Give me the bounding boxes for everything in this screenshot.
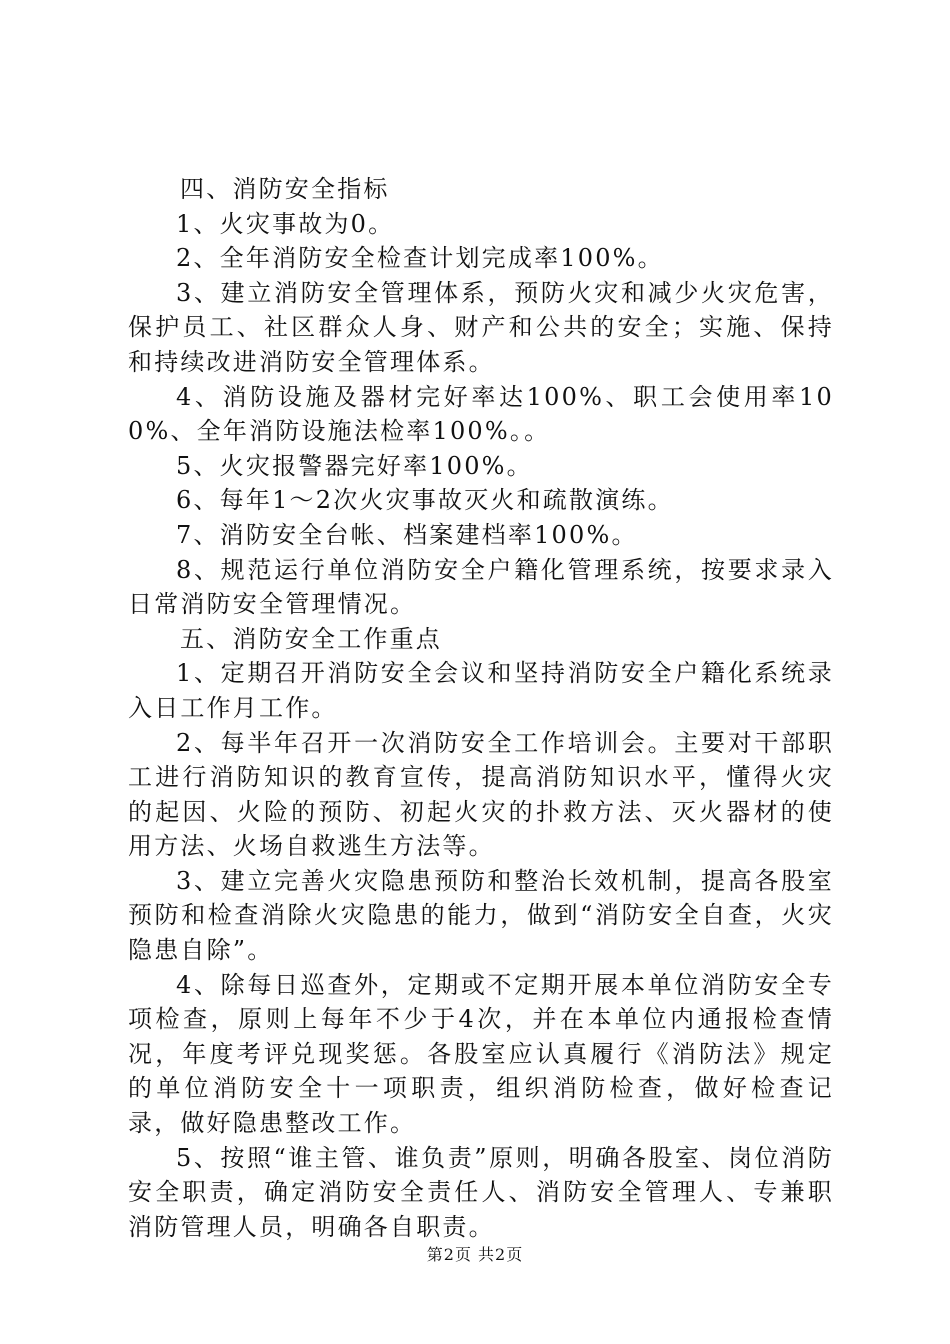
priority-item-2: 2、每半年召开一次消防安全工作培训会。主要对干部职工进行消防知识的教育宣传，提高消防知识水平，懂得火灾的起因、火险的预防、初起火灾的扑救方法、灭火器材的使用方法、火场自救逃生方法等。 [128, 728, 834, 861]
indicator-item-8: 8、规范运行单位消防安全户籍化管理系统，按要求录入日常消防安全管理情况。 [128, 555, 834, 619]
indicator-item-3: 3、建立消防安全管理体系，预防火灾和减少火灾危害，保护员工、社区群众人身、财产和公共的安全；实施、保持和持续改进消防安全管理体系。 [128, 278, 834, 376]
page-number-label: 第2页 共2页 [426, 1245, 524, 1264]
section-heading-fire-safety-indicators: 四、消防安全指标 [180, 175, 390, 203]
document-body [128, 172, 834, 1244]
priority-item-1: 1、定期召开消防安全会议和坚持消防安全户籍化系统录入日工作月工作。 [128, 659, 834, 722]
indicator-item-5: 5、火灾报警器完好率100%。 [176, 451, 533, 480]
indicator-item-1: 1、火灾事故为0。 [176, 209, 395, 238]
indicator-item-2: 2、全年消防安全检查计划完成率100%。 [176, 244, 664, 273]
priority-item-5: 5、按照“谁主管、谁负责”原则，明确各股室、岗位消防安全职责，确定消防安全责任人、消防安全管理人、专兼职消防管理人员，明确各自职责。 [128, 1143, 834, 1241]
indicator-item-4: 4、消防设施及器材完好率达100%、职工会使用率100%、全年消防设施法检率100%。。 [128, 382, 834, 446]
priority-item-4: 4、除每日巡查外，定期或不定期开展本单位消防安全专项检查，原则上每年不少于4次，并在本单位内通报检查情况，年度考评兑现奖惩。各股室应认真履行《消防法》规定的单位消防安全十一项职责，组织消防检查，做好检查记录，做好隐患整改工作。 [128, 970, 834, 1138]
indicator-item-6: 6、每年1～2次火灾事故灭火和疏散演练。 [176, 486, 674, 515]
page-footer [0, 1244, 950, 1266]
section-heading-work-priorities: 五、消防安全工作重点 [180, 624, 442, 653]
indicator-item-7: 7、消防安全台帐、档案建档率100%。 [176, 520, 638, 549]
priority-item-3: 3、建立完善火灾隐患预防和整治长效机制，提高各股室预防和检查消除火灾隐患的能力，做到“消防安全自查，火灾隐患自除”。 [128, 866, 834, 965]
